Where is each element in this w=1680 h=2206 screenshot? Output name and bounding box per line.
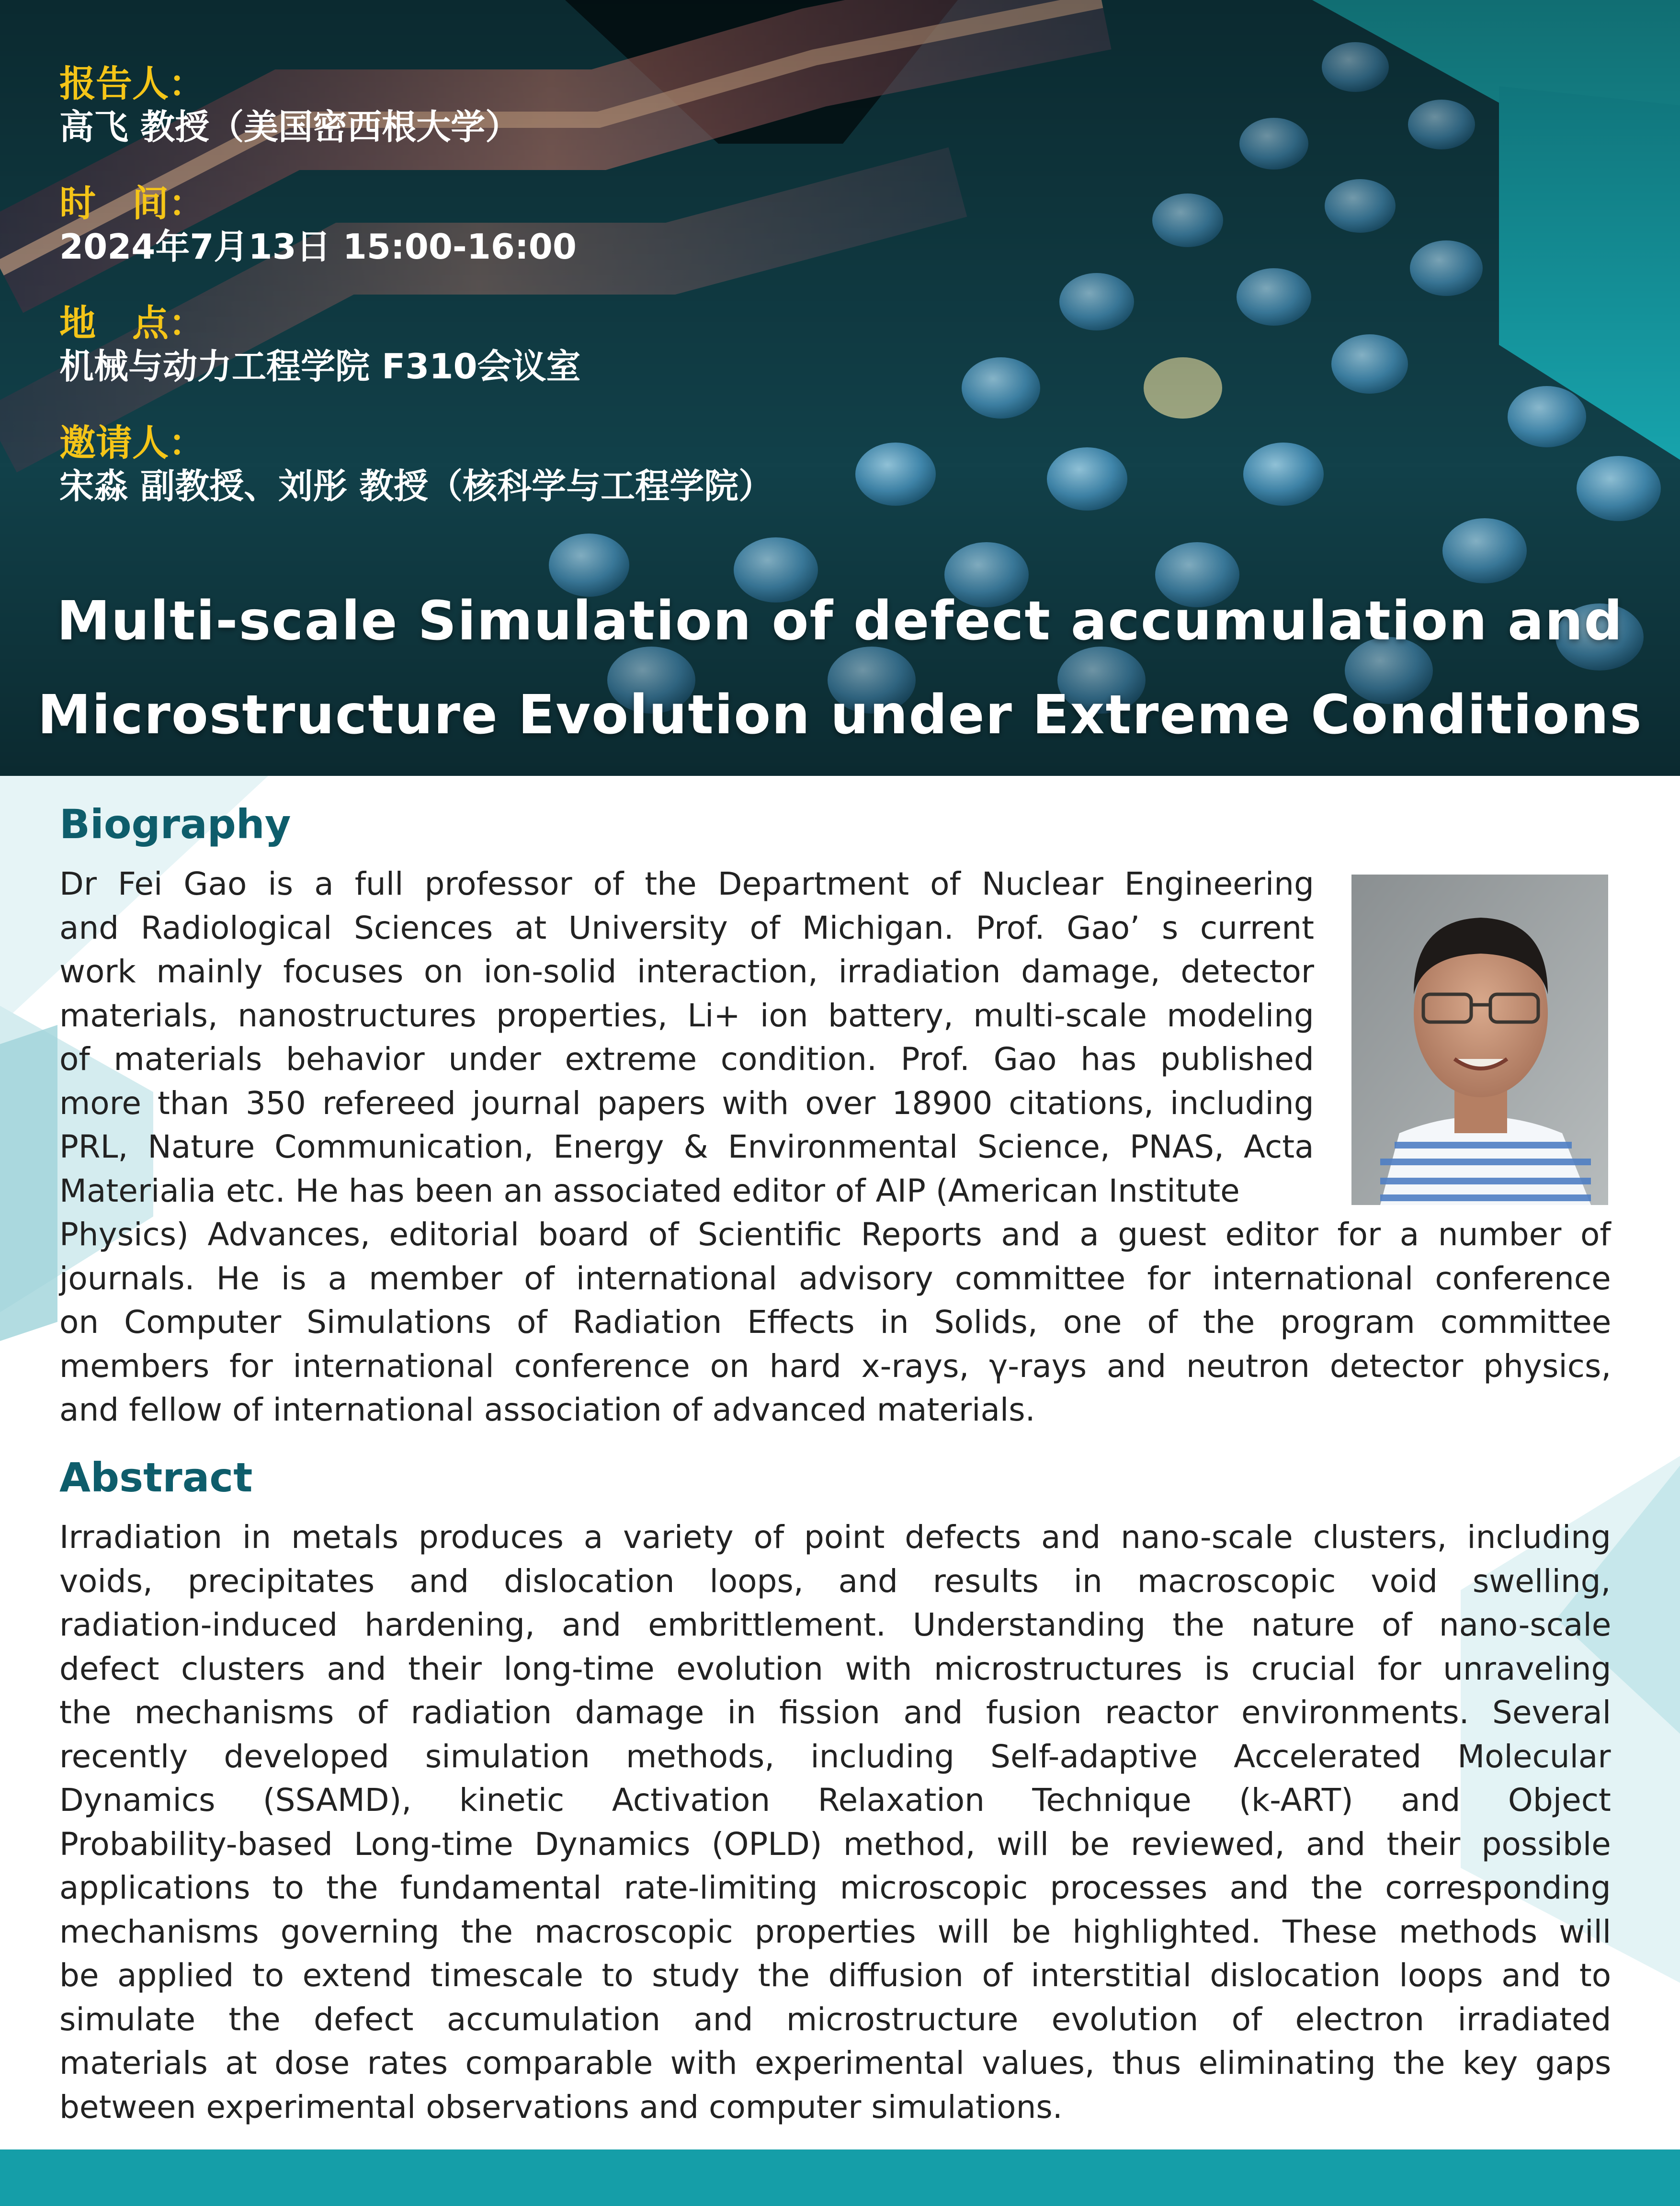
abstract-line: simulate the defect accumulation and microstructure evolution of electron irradiated — [59, 2001, 1612, 2038]
abstract-line: Irradiation in metals produces a variety of point defects and nano-scale clusters, including — [59, 1519, 1611, 1556]
abstract-line: applications to the fundamental rate-limiting microscopic processes and the corresponding — [59, 1869, 1611, 1906]
abstract-line: mechanisms governing the macroscopic properties will be highlighted. These methods will — [59, 1913, 1612, 1950]
hero-banner — [0, 0, 1680, 776]
abstract-line: between experimental observations and computer simulations. — [59, 2088, 1063, 2126]
bio-line: and Radiological Sciences at University of Michigan. Prof. Gao’ s current — [59, 909, 1314, 946]
bio-line: Physics) Advances, editorial board of Scientific Reports and a guest editor for a number of — [59, 1216, 1611, 1253]
biography-text-wide — [59, 1213, 1611, 1432]
bio-line: PRL, Nature Communication, Energy & Environmental Science, PNAS, Acta — [59, 1128, 1314, 1165]
speaker-label: 报告人： — [59, 62, 205, 105]
bio-line: Dr Fei Gao is a full professor of the Department of Nuclear Engineering — [59, 865, 1314, 902]
bio-line: on Computer Simulations of Radiation Effects in Solids, one of the program committee — [59, 1304, 1612, 1341]
location-label: 地 点： — [59, 302, 205, 344]
bio-line: materials, nanostructures properties, Li+ ion battery, multi-scale modeling — [59, 997, 1314, 1034]
time-value: 2024年7月13日 15:00-16:00 — [59, 227, 577, 267]
abstract-line: materials at dose rates comparable with experimental values, thus eliminating the key gaps — [59, 2045, 1612, 2081]
time-label: 时 间： — [59, 182, 205, 225]
bio-line: Materialia etc. He has been an associated editor of AIP (American Institute — [59, 1172, 1240, 1209]
location-value: 机械与动力工程学院 F310会议室 — [59, 346, 581, 387]
abstract-line: defect clusters and their long-time evolution with microstructures is crucial for unraveling — [59, 1650, 1612, 1687]
bio-line: members for international conference on hard x-rays, γ-rays and neutron detector physics, — [59, 1347, 1612, 1385]
talk-title-line-1: Multi-scale Simulation of defect accumulation and — [57, 590, 1623, 652]
speaker-photo — [1351, 875, 1608, 1205]
bio-line: more than 350 refereed journal papers with over 18900 citations, including — [59, 1084, 1314, 1122]
bio-line: work mainly focuses on ion-solid interaction, irradiation damage, detector — [59, 953, 1314, 990]
talk-title-line-2: Microstructure Evolution under Extreme Conditions — [37, 684, 1643, 746]
abstract-line: radiation-induced hardening, and embrittlement. Understanding the nature of nano-scale — [59, 1606, 1612, 1643]
abstract-line: the mechanisms of radiation damage in fission and fusion reactor environments. Several — [59, 1694, 1612, 1731]
bio-line: and fellow of international association of advanced materials. — [59, 1391, 1035, 1428]
abstract-text — [59, 1515, 1611, 2129]
bio-line: journals. He is a member of international advisory committee for international conference — [59, 1260, 1611, 1297]
abstract-line: voids, precipitates and dislocation loops, and results in macroscopic void swelling, — [59, 1562, 1611, 1600]
footer-bar — [0, 2149, 1680, 2206]
abstract-line: Probability-based Long-time Dynamics (OPLD) method, will be reviewed, and their possible — [59, 1825, 1611, 1863]
host-value: 宋淼 副教授、刘彤 教授（核科学与工程学院） — [59, 466, 773, 506]
abstract-line: recently developed simulation methods, including Self-adaptive Accelerated Molecular — [59, 1738, 1611, 1775]
bio-line: of materials behavior under extreme condition. Prof. Gao has published — [59, 1041, 1314, 1078]
abstract-line: Dynamics (SSAMD), kinetic Activation Relaxation Technique (k-ART) and Object — [59, 1782, 1611, 1819]
speaker-value: 高飞 教授（美国密西根大学） — [59, 107, 520, 147]
biography-text-narrow — [59, 862, 1314, 1213]
biography-heading: Biography — [59, 801, 291, 848]
abstract-heading: Abstract — [59, 1454, 253, 1501]
abstract-line: be applied to extend timescale to study the diffusion of interstitial dislocation loops and to — [59, 1957, 1612, 1994]
host-label: 邀请人： — [59, 421, 205, 464]
